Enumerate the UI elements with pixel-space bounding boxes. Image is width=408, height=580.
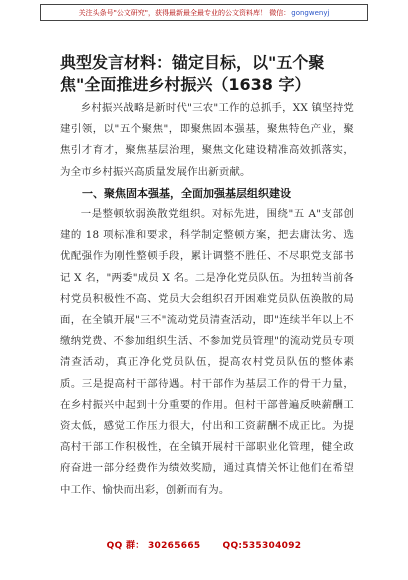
section-heading-1: 一、聚焦固本强基，全面加强基层组织建设 bbox=[82, 186, 291, 200]
footer-qq-number: QQ:535304092 bbox=[222, 541, 302, 551]
footer-contact bbox=[0, 538, 408, 551]
top-banner bbox=[40, 4, 368, 21]
banner-wechat-handle: gongwenyj bbox=[291, 8, 330, 17]
intro-paragraph: 乡村振兴战略是新时代"三农"工作的总抓手，XX 镇坚持党建引领，以"五个聚焦"，即聚焦固本强基，聚焦特色产业，聚焦引才育才，聚焦基层治理，聚焦文化建设精准高效抓落实，为全市乡村振兴高质量发展作出新贡献。 bbox=[60, 102, 354, 178]
section-paragraph-1: 一是整顿软弱涣散党组织。对标先进，围绕"五 A"支部创建的 18 项标准和要求，科学制定整顿方案，把去庸汰劣、选优配强作为刚性整顿手段，累计调整不胜任、不尽职党支部书记 X 名，"两委"成员 X 名。二是净化党员队伍。为扭转当前各村党员积极性不高、党员大会组织召开困难党员队伍涣散的局面，在全镇开展"三不"流动党员清查活动，即"连续半年以上不缴纳党费、不参加组织生活、不参加党员管理"的流动党员专项清查活动，真正净化党员队伍，提高农村党员队伍的整体素质。三是提高村干部待遇。村干部作为基层工作的骨干力量，在乡村振兴中起到十分重要的作用。但村干部普遍反映薪酬工资太低，感觉工作压力很大，付出和工资薪酬不成正比。为提高村干部工作积极性，在全镇开展村干部职业化管理，健全政府奋进一部分经费作为绩效奖励，通过真情关怀让他们在希望中工作、愉快而出彩，创新而有为。 bbox=[60, 208, 354, 496]
banner-text: 关注头条号"公文研究"，获得最新最全最专业的公文资料库！ 微信： bbox=[78, 8, 291, 17]
footer-qq-group: QQ 群： 30265665 bbox=[106, 541, 201, 551]
document-title: 典型发言材料：锚定目标，以"五个聚焦"全面推进乡村振兴（1638 字） bbox=[60, 53, 325, 94]
document-body bbox=[60, 98, 354, 501]
